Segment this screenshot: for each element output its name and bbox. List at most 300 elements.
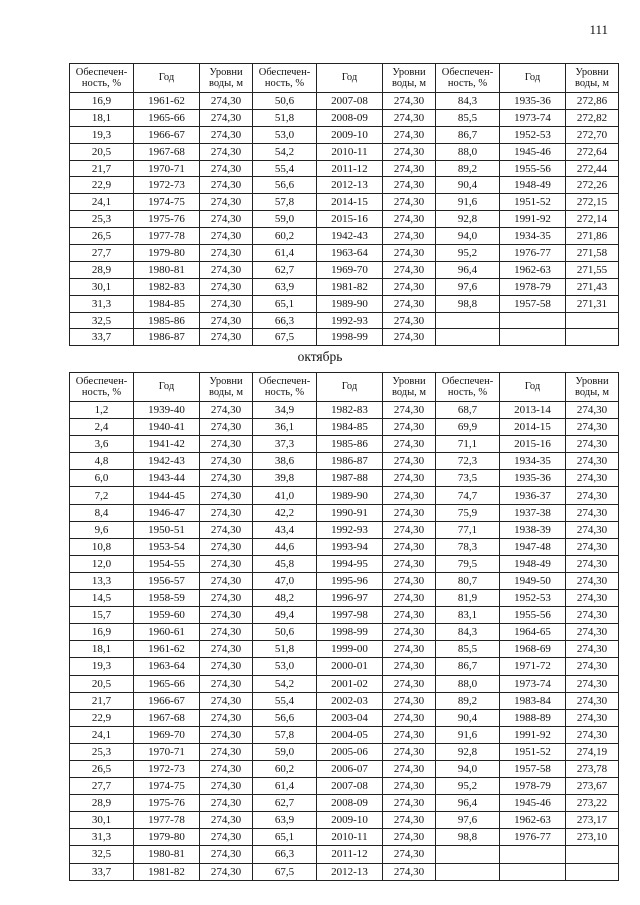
cell-water-level: 274,30 [566,470,619,487]
cell-probability: 3,6 [70,436,134,453]
cell-probability: 88,0 [436,143,500,160]
table-row [70,778,619,795]
cell-water-level: 274,30 [383,329,436,346]
cell-water-level: 274,30 [566,726,619,743]
cell-water-level: 274,30 [383,778,436,795]
cell-water-level: 274,30 [200,453,253,470]
header-probability: Обеспечен-ность, % [70,64,134,93]
cell-probability: 26,5 [70,228,134,245]
cell-probability: 60,2 [253,760,317,777]
cell-year: 2000-01 [317,658,383,675]
cell-water-level: 274,30 [383,521,436,538]
cell-probability: 89,2 [436,160,500,177]
cell-year: 1956-57 [134,572,200,589]
cell-year: 1953-54 [134,538,200,555]
cell-probability: 28,9 [70,261,134,278]
table-row [70,607,619,624]
header-water-level: Уровни воды, м [383,64,436,93]
cell-probability: 31,3 [70,829,134,846]
cell-probability: 89,2 [436,692,500,709]
cell-year: 1967-68 [134,143,200,160]
cell-water-level: 274,30 [566,538,619,555]
cell-probability: 86,7 [436,126,500,143]
table-row [70,760,619,777]
cell-probability: 45,8 [253,555,317,572]
header-probability: Обеспечен-ность, % [253,64,317,93]
cell-year: 1989-90 [317,487,383,504]
cell-year: 1935-36 [500,470,566,487]
cell-probability: 54,2 [253,675,317,692]
cell-year: 1989-90 [317,295,383,312]
cell-water-level: 274,30 [566,658,619,675]
cell-probability: 1,2 [70,402,134,419]
cell-water-level: 274,30 [566,436,619,453]
cell-year: 1937-38 [500,504,566,521]
cell-year: 1954-55 [134,555,200,572]
cell-year: 2011-12 [317,160,383,177]
header-water-level: Уровни воды, м [383,373,436,402]
cell-year: 1980-81 [134,846,200,863]
cell-water-level: 274,30 [200,261,253,278]
cell-water-level: 273,22 [566,795,619,812]
cell-year: 1998-99 [317,329,383,346]
cell-water-level: 274,30 [200,93,253,110]
cell-water-level: 274,30 [383,538,436,555]
table-row [70,743,619,760]
cell-probability: 62,7 [253,795,317,812]
cell-water-level: 274,30 [566,419,619,436]
cell-year: 1962-63 [500,812,566,829]
cell-water-level: 274,30 [566,709,619,726]
cell-water-level: 272,86 [566,93,619,110]
cell-year: 1966-67 [134,126,200,143]
cell-probability: 8,4 [70,504,134,521]
cell-probability: 9,6 [70,521,134,538]
cell-year: 1948-49 [500,177,566,194]
cell-water-level [566,312,619,329]
table-row [70,624,619,641]
table-row [70,538,619,555]
cell-water-level: 274,30 [566,453,619,470]
cell-probability: 91,6 [436,726,500,743]
cell-year: 1945-46 [500,795,566,812]
cell-water-level: 274,30 [200,419,253,436]
cell-year: 2014-15 [317,194,383,211]
cell-probability: 21,7 [70,692,134,709]
cell-probability: 54,2 [253,143,317,160]
cell-probability: 16,9 [70,93,134,110]
cell-year: 1947-48 [500,538,566,555]
cell-year: 1981-82 [317,278,383,295]
cell-water-level: 274,30 [200,812,253,829]
cell-year: 2003-04 [317,709,383,726]
cell-year: 1985-86 [317,436,383,453]
cell-water-level: 274,30 [200,143,253,160]
cell-probability: 94,0 [436,760,500,777]
cell-water-level: 274,30 [200,295,253,312]
cell-year: 1982-83 [317,402,383,419]
cell-probability: 83,1 [436,607,500,624]
cell-water-level: 274,30 [200,402,253,419]
cell-probability [436,846,500,863]
table-row [70,194,619,211]
cell-water-level: 274,30 [383,93,436,110]
cell-year: 1979-80 [134,829,200,846]
cell-probability: 13,3 [70,572,134,589]
table-row [70,402,619,419]
cell-year: 1974-75 [134,194,200,211]
cell-water-level: 274,30 [200,228,253,245]
cell-year: 1935-36 [500,93,566,110]
cell-probability: 56,6 [253,177,317,194]
cell-water-level: 274,30 [200,863,253,880]
cell-water-level: 274,30 [383,245,436,262]
cell-water-level: 274,30 [200,521,253,538]
cell-year: 1965-66 [134,109,200,126]
cell-year: 1987-88 [317,470,383,487]
cell-probability: 94,0 [436,228,500,245]
cell-probability: 63,9 [253,812,317,829]
cell-year: 1992-93 [317,312,383,329]
cell-probability: 51,8 [253,641,317,658]
table-row [70,177,619,194]
cell-year: 1988-89 [500,709,566,726]
cell-year: 1996-97 [317,590,383,607]
cell-water-level: 274,30 [383,402,436,419]
cell-water-level: 274,30 [383,709,436,726]
cell-year: 2008-09 [317,795,383,812]
cell-water-level: 274,30 [566,692,619,709]
cell-probability: 25,3 [70,743,134,760]
cell-year: 1940-41 [134,419,200,436]
cell-probability: 19,3 [70,126,134,143]
cell-probability: 19,3 [70,658,134,675]
cell-probability: 75,9 [436,504,500,521]
cell-water-level: 271,58 [566,245,619,262]
cell-year: 1949-50 [500,572,566,589]
cell-probability: 14,5 [70,590,134,607]
cell-probability: 10,8 [70,538,134,555]
cell-year: 2001-02 [317,675,383,692]
table-row [70,521,619,538]
cell-water-level: 274,30 [566,487,619,504]
table-row [70,419,619,436]
cell-probability [436,329,500,346]
cell-water-level: 274,30 [200,470,253,487]
cell-water-level: 274,30 [383,109,436,126]
header-year: Год [134,373,200,402]
cell-water-level: 274,30 [200,641,253,658]
table-row [70,709,619,726]
cell-probability: 36,1 [253,419,317,436]
header-probability: Обеспечен-ность, % [253,373,317,402]
cell-year: 2004-05 [317,726,383,743]
table-row [70,846,619,863]
cell-probability: 74,7 [436,487,500,504]
table-row [70,692,619,709]
cell-probability: 32,5 [70,846,134,863]
table-row [70,228,619,245]
cell-probability: 53,0 [253,126,317,143]
cell-water-level: 274,30 [383,760,436,777]
table-row [70,295,619,312]
cell-water-level: 274,30 [200,194,253,211]
cell-probability: 77,1 [436,521,500,538]
cell-probability: 69,9 [436,419,500,436]
cell-probability: 57,8 [253,726,317,743]
cell-year: 1946-47 [134,504,200,521]
cell-water-level: 274,30 [200,743,253,760]
section-title: октябрь [297,349,343,364]
cell-probability: 79,5 [436,555,500,572]
cell-year: 2005-06 [317,743,383,760]
cell-water-level: 274,30 [200,692,253,709]
cell-water-level: 274,30 [383,504,436,521]
cell-year: 1934-35 [500,453,566,470]
cell-year: 1983-84 [500,692,566,709]
cell-probability: 4,8 [70,453,134,470]
cell-probability: 96,4 [436,795,500,812]
cell-year: 1972-73 [134,760,200,777]
cell-water-level: 274,30 [200,675,253,692]
cell-probability: 61,4 [253,778,317,795]
table-row [70,109,619,126]
cell-year: 2015-16 [317,211,383,228]
cell-water-level: 274,30 [383,143,436,160]
cell-year: 1959-60 [134,607,200,624]
cell-year: 1992-93 [317,521,383,538]
cell-probability: 55,4 [253,160,317,177]
cell-water-level: 274,30 [200,538,253,555]
cell-probability: 90,4 [436,709,500,726]
cell-year: 2012-13 [317,863,383,880]
cell-probability: 66,3 [253,312,317,329]
cell-year: 1938-39 [500,521,566,538]
cell-water-level: 274,30 [383,743,436,760]
cell-water-level: 274,30 [383,675,436,692]
cell-year: 1942-43 [134,453,200,470]
cell-year [500,863,566,880]
cell-probability: 43,4 [253,521,317,538]
cell-year: 1944-45 [134,487,200,504]
cell-water-level: 271,86 [566,228,619,245]
cell-water-level: 274,30 [383,312,436,329]
cell-probability: 15,7 [70,607,134,624]
cell-probability: 48,2 [253,590,317,607]
cell-water-level: 274,30 [383,211,436,228]
cell-probability: 30,1 [70,812,134,829]
cell-year: 1952-53 [500,126,566,143]
cell-water-level: 274,30 [200,329,253,346]
cell-probability: 72,3 [436,453,500,470]
cell-probability: 97,6 [436,278,500,295]
cell-year: 2009-10 [317,812,383,829]
cell-probability: 16,9 [70,624,134,641]
cell-probability: 50,6 [253,624,317,641]
cell-year: 1981-82 [134,863,200,880]
cell-probability: 53,0 [253,658,317,675]
cell-water-level: 274,30 [566,607,619,624]
cell-probability: 49,4 [253,607,317,624]
cell-probability: 25,3 [70,211,134,228]
cell-probability: 51,8 [253,109,317,126]
cell-probability: 61,4 [253,245,317,262]
cell-probability: 91,6 [436,194,500,211]
cell-water-level: 274,30 [383,487,436,504]
cell-probability: 44,6 [253,538,317,555]
cell-probability: 18,1 [70,641,134,658]
cell-year: 1986-87 [134,329,200,346]
cell-year: 1969-70 [317,261,383,278]
cell-water-level: 274,30 [383,261,436,278]
table-header-row [70,64,619,93]
cell-water-level: 274,30 [200,726,253,743]
header-probability: Обеспечен-ность, % [436,64,500,93]
cell-probability: 88,0 [436,675,500,692]
cell-water-level: 274,30 [383,295,436,312]
cell-water-level: 274,30 [383,726,436,743]
cell-water-level: 272,15 [566,194,619,211]
cell-probability: 20,5 [70,675,134,692]
cell-year: 1943-44 [134,470,200,487]
cell-year: 1957-58 [500,760,566,777]
cell-probability: 6,0 [70,470,134,487]
cell-probability: 95,2 [436,245,500,262]
cell-year: 1960-61 [134,624,200,641]
cell-year: 1951-52 [500,194,566,211]
header-year: Год [317,373,383,402]
cell-year: 2007-08 [317,93,383,110]
cell-probability: 71,1 [436,436,500,453]
table-row [70,658,619,675]
cell-water-level: 274,30 [383,641,436,658]
cell-water-level: 274,30 [383,228,436,245]
table-row [70,590,619,607]
cell-probability: 33,7 [70,863,134,880]
cell-probability: 62,7 [253,261,317,278]
cell-water-level: 274,30 [383,624,436,641]
cell-water-level: 274,30 [566,675,619,692]
cell-year: 1975-76 [134,211,200,228]
table-row [70,863,619,880]
cell-probability: 30,1 [70,278,134,295]
cell-water-level: 271,43 [566,278,619,295]
cell-probability: 95,2 [436,778,500,795]
cell-water-level: 274,30 [200,795,253,812]
cell-water-level: 273,17 [566,812,619,829]
cell-year: 1955-56 [500,607,566,624]
table-row [70,329,619,346]
cell-year: 1978-79 [500,278,566,295]
cell-year: 2007-08 [317,778,383,795]
cell-probability: 20,5 [70,143,134,160]
table-row [70,487,619,504]
cell-year: 1982-83 [134,278,200,295]
table-row [70,261,619,278]
header-probability: Обеспечен-ность, % [70,373,134,402]
cell-probability: 67,5 [253,329,317,346]
cell-year: 1958-59 [134,590,200,607]
cell-water-level: 271,55 [566,261,619,278]
header-year: Год [500,64,566,93]
table-row [70,245,619,262]
cell-water-level: 271,31 [566,295,619,312]
cell-probability: 38,6 [253,453,317,470]
cell-water-level: 274,30 [200,109,253,126]
cell-year: 1999-00 [317,641,383,658]
cell-year: 1976-77 [500,829,566,846]
cell-probability: 37,3 [253,436,317,453]
cell-water-level [566,846,619,863]
cell-year: 1967-68 [134,709,200,726]
table-row [70,795,619,812]
cell-year: 1976-77 [500,245,566,262]
cell-year: 2009-10 [317,126,383,143]
cell-year: 1965-66 [134,675,200,692]
cell-probability: 27,7 [70,778,134,795]
cell-water-level: 274,30 [383,555,436,572]
cell-probability: 21,7 [70,160,134,177]
cell-water-level: 274,30 [566,641,619,658]
cell-water-level: 274,30 [383,177,436,194]
cell-probability: 65,1 [253,829,317,846]
cell-water-level: 274,30 [200,760,253,777]
cell-year: 1968-69 [500,641,566,658]
cell-water-level: 274,30 [383,278,436,295]
cell-probability: 81,9 [436,590,500,607]
table-row [70,278,619,295]
cell-water-level: 274,30 [566,555,619,572]
cell-year: 1970-71 [134,160,200,177]
cell-probability: 50,6 [253,93,317,110]
cell-water-level: 274,30 [200,607,253,624]
cell-year: 1942-43 [317,228,383,245]
water-level-table-top [69,63,619,346]
table-body [70,93,619,346]
cell-water-level [566,863,619,880]
cell-water-level: 272,26 [566,177,619,194]
cell-year: 2014-15 [500,419,566,436]
cell-water-level: 274,30 [383,658,436,675]
cell-probability: 39,8 [253,470,317,487]
cell-probability: 12,0 [70,555,134,572]
cell-probability: 27,7 [70,245,134,262]
cell-water-level: 274,30 [383,160,436,177]
cell-probability: 59,0 [253,743,317,760]
cell-year: 1977-78 [134,812,200,829]
cell-probability: 47,0 [253,572,317,589]
cell-probability: 2,4 [70,419,134,436]
table-row [70,160,619,177]
cell-water-level: 274,30 [200,436,253,453]
cell-year: 1979-80 [134,245,200,262]
cell-water-level: 272,44 [566,160,619,177]
cell-year: 1945-46 [500,143,566,160]
cell-year: 1948-49 [500,555,566,572]
cell-probability: 56,6 [253,709,317,726]
cell-probability: 55,4 [253,692,317,709]
cell-probability: 97,6 [436,812,500,829]
cell-probability: 92,8 [436,743,500,760]
water-level-table-october [69,372,619,881]
cell-year: 1973-74 [500,109,566,126]
cell-year: 1971-72 [500,658,566,675]
cell-year: 1972-73 [134,177,200,194]
cell-water-level: 274,30 [383,126,436,143]
cell-probability: 33,7 [70,329,134,346]
cell-probability: 24,1 [70,726,134,743]
cell-year: 1969-70 [134,726,200,743]
